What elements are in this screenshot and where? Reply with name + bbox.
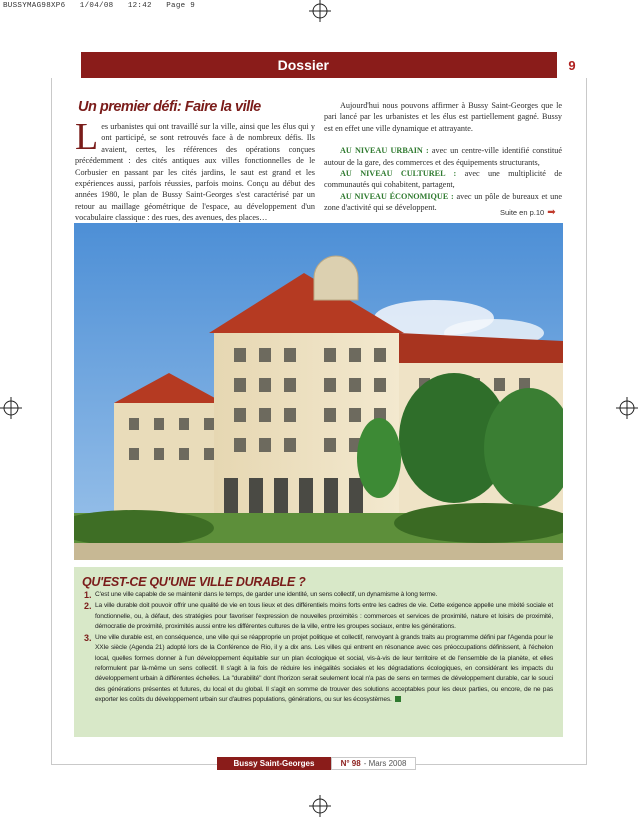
page-number: 9: [568, 57, 576, 73]
sustainable-city-box: [74, 567, 563, 737]
box-title: QU'EST-CE QU'UNE VILLE DURABLE ?: [82, 575, 306, 589]
continued-link[interactable]: [500, 207, 556, 218]
end-square-icon: [395, 696, 401, 702]
issue-info: N° 98 - Mars 2008: [331, 757, 416, 770]
registration-mark-icon: [0, 397, 22, 419]
registration-mark-icon: [616, 397, 638, 419]
building-photo: [74, 223, 563, 560]
niveau-urbain: AU NIVEAU URBAIN : avec un centre-ville identifié constitué autour de la gare, des commerces et des équipements structurants,: [324, 146, 562, 167]
print-slug: BUSSYMAG98XP6 1/04/08 12:42 Page 9: [3, 2, 196, 10]
footer: [217, 757, 416, 770]
drop-cap: L: [75, 116, 99, 158]
article-column-2: [324, 100, 562, 214]
column-2-intro: Aujourd'hui nous pouvons affirmer à Bussy Saint-Georges que le pari lancé par les urbanistes et les élus est partiellement gagné. Bussy est en effet une ville dynamique et attrayante.: [324, 101, 562, 133]
rubric-title: Dossier: [277, 57, 329, 73]
list-item: 2. La ville durable doit pouvoir offrir une qualité de vie en tous lieux et des différentiels moins forts entre les cadres de vie. Cette exigence appelle une mixité sociale et fonctionnelle, ou, à défaut, des stratégies pour favoriser l'expression de nouvelles proximités : commerces et services de proximité, nature et loisirs de proximité, démocratie de proximité, proximités aussi entre les différentes cultures de la ville, entre les groupes sociaux, entre les générations.: [84, 601, 553, 630]
list-item: 3. Une ville durable est, en conséquence, une ville qui se réapproprie un projet politique et collectif, renvoyant à grands traits au programme défini par l'Agenda pour le XXIe siècle (Agenda 21) adopté lors de la Conférence de Rio, il y a dix ans. Les villes qui entrent en résonance avec ces préoccupations définissent, à l'échelon local, quelles formes donner à l'un développement équitable sur un plan écologique et social, vis-à-vis de leur territoire et de l'ensemble de la planète, et elles reformulent par là-même un sens collectif. Il s'agit à la fois de réduire les inégalités sociales et les dégradations écologiques, en considérant les impacts du développement urbain à différentes échelles. La "durabilité" dont l'horizon serait seulement local n'a pas de sens en termes de développement durable, car le souci des générations présentes et futures, du local et du global. Il s'agit en somme de trouver des solutions acceptables pour les deux parties, ou encore, de ne pas exporter les coûts du développement urbain sur d'autres populations, générations, ou sur les écosystèmes.: [84, 633, 553, 703]
registration-mark-icon: [309, 795, 331, 817]
article-headline: Un premier défi: Faire la ville: [78, 99, 261, 115]
niveau-economique: AU NIVEAU ÉCONOMIQUE : avec un pôle de bureaux et une zone d'activité qui se développent.: [324, 191, 563, 213]
publication-name: Bussy Saint-Georges: [217, 757, 331, 770]
list-item: 1. C'est une ville capable de se maintenir dans le temps, de garder une identité, un sens collectif, un dynamisme à long terme.: [84, 590, 438, 600]
registration-mark-icon: [309, 0, 331, 22]
section-header: [51, 52, 587, 78]
column-1-text: es urbanistes qui ont travaillé sur la ville, ainsi que les élus qui y ont participé, se sont retrouvés face à de nombreux défis. Ils avaient, certes, les références des opérations conçues précédemment : des cités antiques aux villes fonctionnelles de le Corbusier en passant par les cités jardins, le saut est grand et les expériences aussi, parfois réussies, parfois moins. Conçu au début des années 1980, le plan de Bussy Saint-Georges s'est caractérisé par un retour au maillage géométrique de l'espace, au développement d'un vocabulaire classique : des rues, des avenues, des places…: [75, 122, 315, 223]
niveau-culturel: AU NIVEAU CULTUREL : avec une multiplicité de communautés qui cohabitent, partagent,: [324, 169, 563, 190]
article-column-1: [75, 116, 315, 224]
arrow-right-icon: ➡: [547, 207, 556, 218]
continued-label: Suite en p.10: [500, 208, 545, 217]
